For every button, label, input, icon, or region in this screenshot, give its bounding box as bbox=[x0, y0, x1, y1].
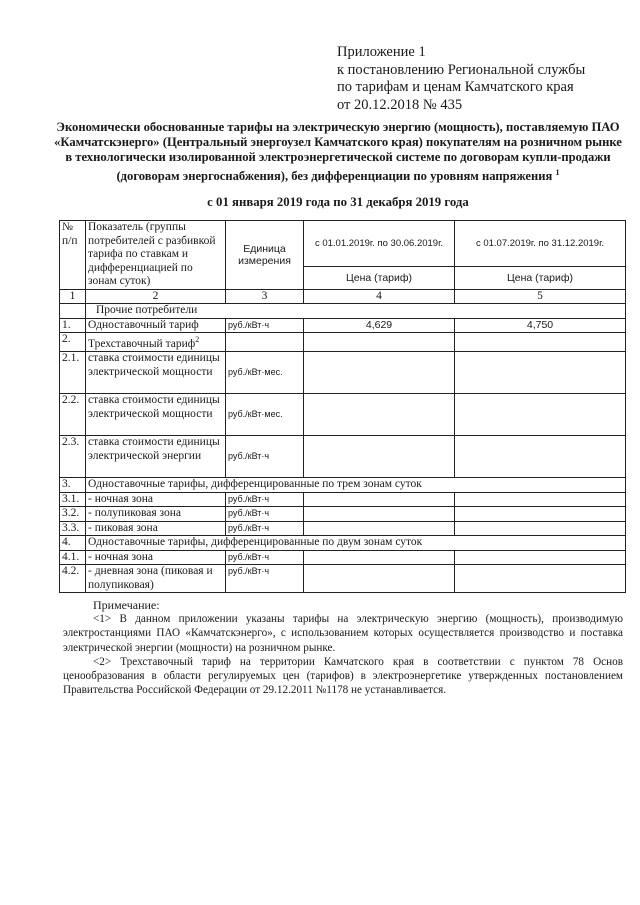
row-name: ставка стоимости единицы электрической мощности bbox=[86, 394, 226, 436]
table-row bbox=[60, 550, 626, 565]
row-name: Одноставочные тарифы, дифференцированные по трем зонам суток bbox=[86, 478, 626, 493]
table-row bbox=[60, 521, 626, 536]
header-period-2: с 01.07.2019г. по 31.12.2019г. bbox=[455, 221, 626, 267]
index-cell-5: 5 bbox=[455, 289, 626, 304]
row-value-2: 4,750 bbox=[455, 318, 626, 333]
tariff-period: с 01 января 2019 года по 31 декабря 2019 года bbox=[207, 195, 469, 209]
row-value-2 bbox=[455, 521, 626, 536]
row-unit: руб./кВт·ч bbox=[226, 565, 304, 593]
row-unit: руб./кВт·ч bbox=[226, 492, 304, 507]
tariff-table bbox=[59, 220, 626, 593]
row-value-1 bbox=[304, 436, 455, 478]
row-unit: руб./кВт·ч bbox=[226, 550, 304, 565]
row-unit: руб./кВт·ч bbox=[226, 507, 304, 522]
row-num: 2.1. bbox=[60, 352, 86, 394]
table-row bbox=[60, 507, 626, 522]
row-value-2 bbox=[455, 394, 626, 436]
row-num: 2.3. bbox=[60, 436, 86, 478]
table-row bbox=[60, 394, 626, 436]
row-name: - полупиковая зона bbox=[86, 507, 226, 522]
index-cell-2: 2 bbox=[86, 289, 226, 304]
row-value-2 bbox=[455, 333, 626, 352]
row-footnote-mark: 2 bbox=[195, 335, 200, 344]
row-unit: руб./кВт·ч bbox=[226, 318, 304, 333]
row-value-1 bbox=[304, 507, 455, 522]
row-name: - ночная зона bbox=[86, 492, 226, 507]
row-name: Одноставочный тариф bbox=[86, 318, 226, 333]
row-value-2 bbox=[455, 550, 626, 565]
row-name: - дневная зона (пиковая и полупиковая) bbox=[86, 565, 226, 593]
row-value-1 bbox=[304, 521, 455, 536]
table-row bbox=[60, 333, 626, 352]
row-num: 4.2. bbox=[60, 565, 86, 593]
row-unit: руб./кВт·ч bbox=[226, 521, 304, 536]
header-unit: Единица измерения bbox=[226, 221, 304, 290]
row-value-1 bbox=[304, 550, 455, 565]
row-num: 2.2. bbox=[60, 394, 86, 436]
row-name: ставка стоимости единицы электрической энергии bbox=[86, 436, 226, 478]
row-num: 3.1. bbox=[60, 492, 86, 507]
row-value-2 bbox=[455, 507, 626, 522]
header-indicator: Показатель (группы потребителей с разбивкой тарифа по ставкам и дифференциацией по зонам суток) bbox=[86, 221, 226, 290]
header-period-1: с 01.01.2019г. по 30.06.2019г. bbox=[304, 221, 455, 267]
row-name: - ночная зона bbox=[86, 550, 226, 565]
row-unit: руб./кВт·мес. bbox=[226, 394, 304, 436]
row-name: - пиковая зона bbox=[86, 521, 226, 536]
table-row bbox=[60, 318, 626, 333]
index-cell-4: 4 bbox=[304, 289, 455, 304]
row-value-1 bbox=[304, 394, 455, 436]
table-row bbox=[60, 478, 626, 493]
notes-heading: Примечание: bbox=[93, 598, 160, 612]
row-name: Одноставочные тарифы, дифференцированные по двум зонам суток bbox=[86, 536, 626, 551]
group-num-cell bbox=[60, 304, 86, 319]
row-value-1 bbox=[304, 492, 455, 507]
header-num: № п/п bbox=[60, 221, 86, 290]
row-num: 3.3. bbox=[60, 521, 86, 536]
header-price-2: Цена (тариф) bbox=[455, 267, 626, 289]
row-unit bbox=[226, 333, 304, 352]
row-unit: руб./кВт·ч bbox=[226, 436, 304, 478]
table-row bbox=[60, 565, 626, 593]
appendix-line-4: от 20.12.2018 № 435 bbox=[337, 96, 463, 113]
appendix-line-3: по тарифам и ценам Камчатского края bbox=[337, 79, 574, 95]
row-name-text: Трехставочный тариф bbox=[88, 337, 196, 350]
row-value-1 bbox=[304, 333, 455, 352]
row-value-1: 4,629 bbox=[304, 318, 455, 333]
index-cell-3: 3 bbox=[226, 289, 304, 304]
document-title bbox=[54, 120, 622, 184]
note-1: <1> В данном приложении указаны тарифы на электрическую энергию (мощность), производимую электростанциями ПАО «Камчатскэнерго», с использованием которых осуществляется производство и поставка электрической энергии (мощности) на розничном рынке. bbox=[63, 613, 623, 654]
title-footnote-mark: 1 bbox=[555, 168, 560, 177]
title-text: Экономически обоснованные тарифы на электрическую энергию (мощность), поставляемую ПАО «Камчатскэнерго» (Центральный энергоузел Камчатского края) покупателям на розничном рынке в технологически изолированной электроэнергетической системе по договорам купли-продажи (договорам энергоснабжения), без дифференциации по уровням напряжения bbox=[54, 120, 622, 184]
row-name bbox=[86, 333, 226, 352]
row-num: 4. bbox=[60, 536, 86, 551]
table-row bbox=[60, 536, 626, 551]
row-value-2 bbox=[455, 565, 626, 593]
table-row bbox=[60, 352, 626, 394]
appendix-line-1: Приложение 1 bbox=[337, 44, 426, 60]
row-num: 2. bbox=[60, 333, 86, 352]
row-value-2 bbox=[455, 352, 626, 394]
index-cell-1: 1 bbox=[60, 289, 86, 304]
row-value-2 bbox=[455, 492, 626, 507]
row-num: 3.2. bbox=[60, 507, 86, 522]
table-body bbox=[60, 304, 626, 593]
row-name: ставка стоимости единицы электрической мощности bbox=[86, 352, 226, 394]
row-value-1 bbox=[304, 352, 455, 394]
appendix-line-2: к постановлению Региональной службы bbox=[337, 61, 586, 78]
row-num: 4.1. bbox=[60, 550, 86, 565]
group-title: Прочие потребители bbox=[86, 304, 626, 319]
row-value-1 bbox=[304, 565, 455, 593]
header-price-1: Цена (тариф) bbox=[304, 267, 455, 289]
table-row bbox=[60, 436, 626, 478]
appendix-header bbox=[337, 44, 627, 114]
row-num: 3. bbox=[60, 478, 86, 493]
table-row bbox=[60, 492, 626, 507]
row-num: 1. bbox=[60, 318, 86, 333]
notes-section bbox=[63, 612, 623, 698]
table-header bbox=[60, 221, 626, 304]
note-2: <2> Трехставочный тариф на территории Камчатского края в соответствии с пунктом 78 Основ ценообразования в области регулируемых цен (тарифов) в электроэнергетике утвержденных постановлением Правительства Российской Федерации от 29.12.2011 №1178 не устанавливается. bbox=[63, 655, 623, 697]
row-value-2 bbox=[455, 436, 626, 478]
row-unit: руб./кВт·мес. bbox=[226, 352, 304, 394]
